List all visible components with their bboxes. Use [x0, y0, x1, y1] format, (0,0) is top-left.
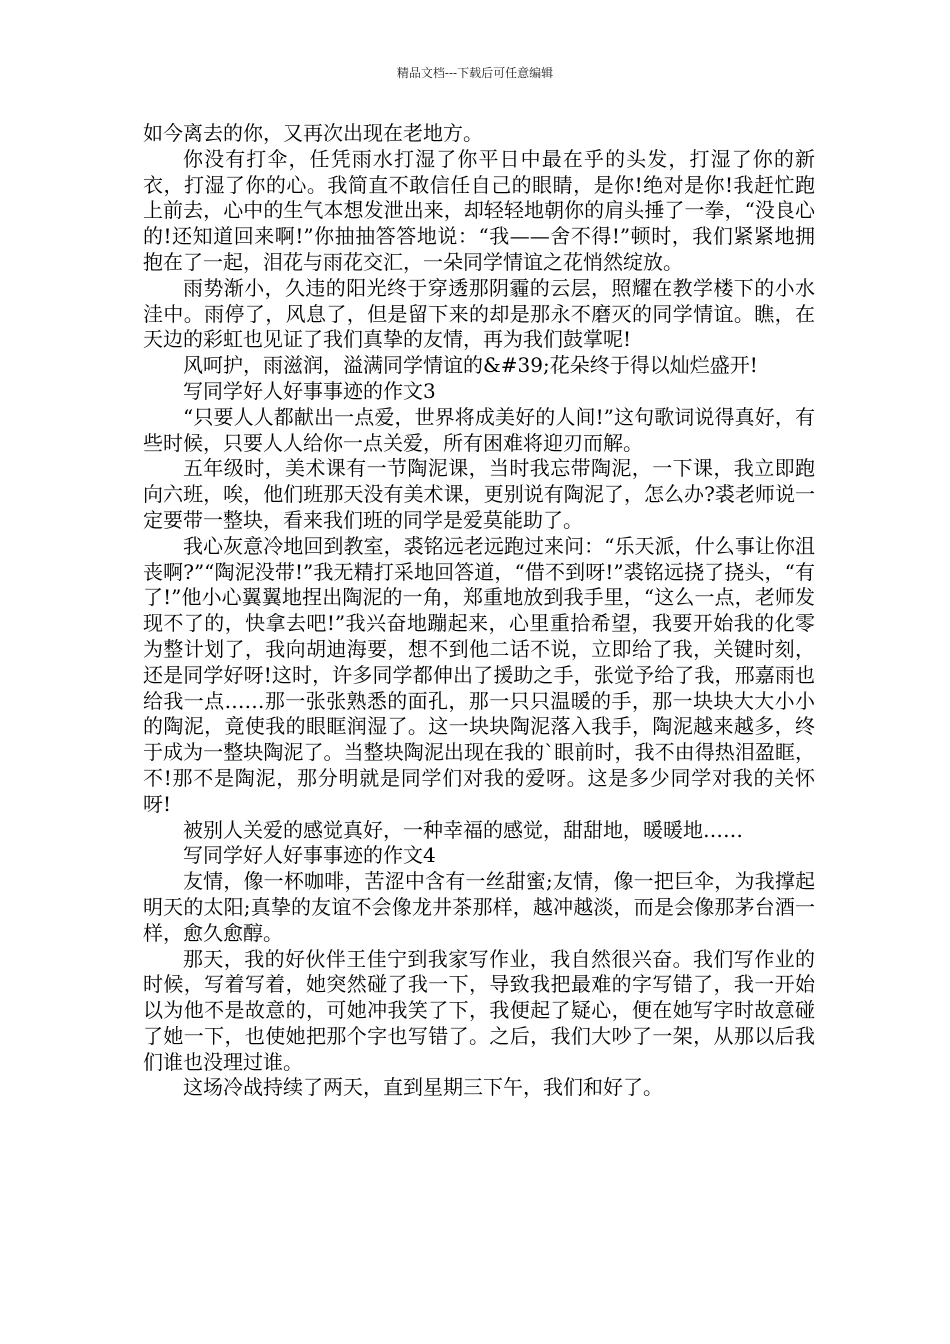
paragraph: 那天，我的好伙伴王佳宁到我家写作业，我自然很兴奋。我们写作业的时候，写着写着，她突然碰了我一下，导致我把最难的字写错了，我一开始以为他不是故意的，可她冲我笑了下，我便起了疑心，便在她写字时故意碰了她一下，也使她把那个字也写错了。之后，我们大吵了一架，从那以后我们谁也没理过谁。: [143, 946, 815, 1074]
paragraph: “只要人人都献出一点爱，世界将成美好的人间!”这句歌词说得真好，有些时候，只要人人给你一点关爱，所有困难将迎刃而解。: [143, 404, 815, 455]
section-heading: 写同学好人好事事迹的作文4: [183, 843, 436, 868]
paragraph: 这场冷战持续了两天，直到星期三下午，我们和好了。: [183, 1075, 663, 1100]
paragraph: 雨势渐小，久违的阳光终于穿透那阴霾的云层，照耀在教学楼下的小水洼中。雨停了，风息了，但是留下来的却是那永不磨灭的同学情谊。瞧，在天边的彩虹也见证了我们真挚的友情，再为我们鼓掌呢!: [143, 275, 815, 352]
section-heading: 写同学好人好事事迹的作文3: [183, 378, 436, 403]
paragraph: 被别人关爱的感觉真好，一种幸福的感觉，甜甜地，暖暖地……: [183, 817, 743, 842]
paragraph: 如今离去的你，又再次出现在老地方。: [143, 121, 483, 145]
page-header: 精品文档---下载后可任意编辑: [396, 66, 554, 80]
paragraph: 风呵护，雨滋润，溢满同学情谊的&#39;花朵终于得以灿烂盛开!: [183, 353, 758, 378]
paragraph: 五年级时，美术课有一节陶泥课，当时我忘带陶泥，一下课，我立即跑向六班，唉，他们班那天没有美术课，更别说有陶泥了，怎么办?裘老师说一定要带一整块，看来我们班的同学是爱莫能助了。: [143, 456, 815, 532]
paragraph: 友情，像一杯咖啡，苦涩中含有一丝甜蜜;友情，像一把巨伞，为我撑起明天的太阳;真挚的友谊不会像龙井茶那样，越冲越淡，而是会像那茅台酒一样，愈久愈醇。: [143, 869, 815, 945]
paragraph: 你没有打伞，任凭雨水打湿了你平日中最在乎的头发，打湿了你的新衣，打湿了你的心。我简直不敢信任自己的眼睛，是你!绝对是你!我赶忙跑上前去，心中的生气本想发泄出来，却轻轻地朝你的肩头捶了一拳，“没良心的!还知道回来啊!”你抽抽答答地说：“我——舍不得!”顿时，我们紧紧地拥抱在了一起，泪花与雨花交汇，一朵同学情谊之花悄然绽放。: [143, 146, 815, 274]
paragraph: 我心灰意冷地回到教室，裘铭远老远跑过来问：“乐天派，什么事让你沮丧啊?”“陶泥没带!”我无精打采地回答道，“借不到呀!”裘铭远挠了挠头，“有了!”他小心翼翼地捏出陶泥的一角，郑重地放到我手里，“这么一点，老师发现不了的，快拿去吧!”我兴奋地蹦起来，心里重拾希望，我要开始我的化零为整计划了，我向胡迪海要，想不到他二话不说，立即给了我，关键时刻，还是同学好呀!这时，许多同学都伸出了援助之手，张觉予给了我，邢嘉雨也给我一点……那一张张熟悉的面孔，那一只只温暖的手，那一块块大大小小的陶泥，竟使我的眼眶润湿了。这一块块陶泥落入我手，陶泥越来越多，终于成为一整块陶泥了。当整块陶泥出现在我的`眼前时，我不由得热泪盈眶，不!那不是陶泥，那分明就是同学们对我的爱呀。这是多少同学对我的关怀呀!: [143, 533, 815, 816]
document-body: [143, 121, 815, 1101]
